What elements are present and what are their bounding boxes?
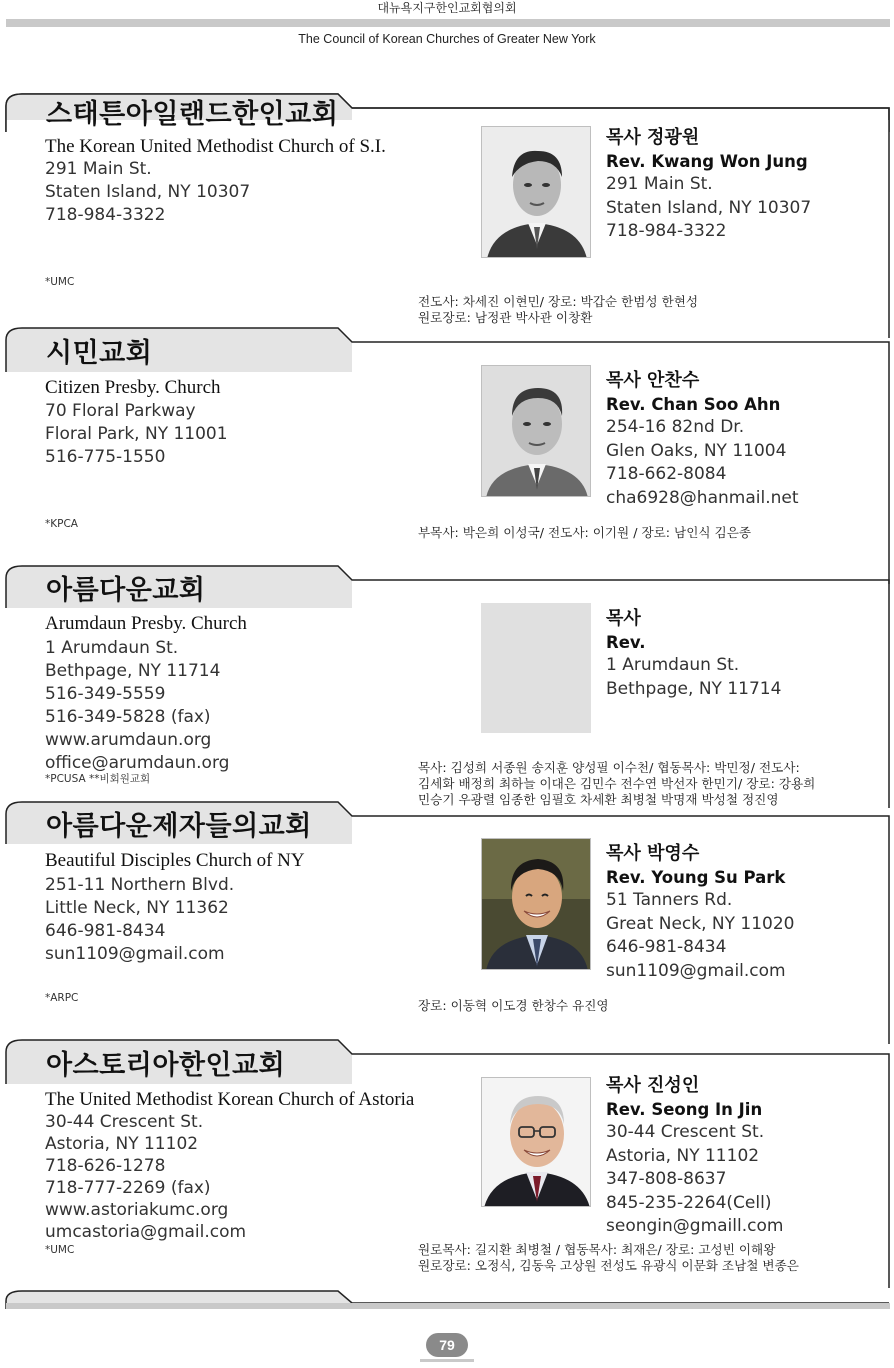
church-entry — [0, 92, 894, 338]
denomination: *UMC — [45, 276, 75, 288]
pastor-info — [606, 1074, 783, 1239]
pastor-city: Bethpage, NY 11714 — [606, 678, 782, 699]
staff-line: 부목사: 박은희 이성국/ 전도사: 이기원 / 장로: 남인식 김은종 — [418, 525, 752, 540]
email: office@arumdaun.org — [45, 753, 230, 773]
church-contact — [45, 1111, 246, 1243]
denomination: *PCUSA **비회원교회 — [45, 773, 151, 785]
city-line: Floral Park, NY 11001 — [45, 424, 228, 444]
email: umcastoria@gmail.com — [45, 1222, 247, 1242]
header-divider — [6, 19, 890, 27]
city-line: Staten Island, NY 10307 — [45, 182, 251, 202]
pastor-email: sun1109@gmail.com — [606, 960, 786, 981]
pastor-korean-name: 목사 — [606, 608, 641, 629]
email: sun1109@gmail.com — [45, 944, 225, 964]
pastor-info — [606, 607, 781, 701]
pastor-english-name: Rev. — [606, 632, 646, 652]
pastor-phone: 347-808-8637 — [606, 1169, 727, 1189]
staff-line: 원로장로: 남정관 박사관 이창환 — [418, 310, 593, 325]
pastor-cell: 845-235-2264(Cell) — [606, 1192, 772, 1213]
church-english-name: Arumdaun Presby. Church — [45, 613, 247, 634]
pastor-korean-name: 목사 박영수 — [606, 843, 700, 864]
staff-line: 김세화 배정희 최하늘 이대은 김민수 전수연 박선자 한민기/ 장로: 강용희 — [418, 776, 816, 791]
pastor-korean-name: 목사 안찬수 — [606, 370, 700, 391]
header-korean-title: 대뉴욕지구한인교회협의회 — [377, 1, 517, 15]
phone: 646-981-8434 — [45, 921, 166, 941]
page-number-underline — [420, 1359, 474, 1362]
pastor-korean-name: 목사 진성인 — [606, 1075, 700, 1096]
pastor-phone: 718-662-8084 — [606, 464, 727, 484]
phone: 718-984-3322 — [45, 205, 166, 225]
staff-line: 민승기 우광렬 임종한 임필호 차세환 최병철 박명재 박성철 정진영 — [418, 792, 779, 807]
pastor-city: Astoria, NY 11102 — [606, 1145, 760, 1166]
pastor-photo — [481, 365, 591, 497]
address-line: 1 Arumdaun St. — [45, 638, 179, 658]
staff-line: 전도사: 차세진 이현민/ 장로: 박갑순 한범성 한현성 — [418, 294, 699, 309]
pastor-photo — [481, 1077, 591, 1207]
pastor-email: seongin@gmaill.com — [606, 1216, 784, 1236]
church-korean-name: 아스토리아한인교회 — [46, 1050, 286, 1081]
website: www.arumdaun.org — [45, 730, 212, 750]
phone: 516-775-1550 — [45, 447, 166, 467]
church-english-name: Beautiful Disciples Church of NY — [45, 850, 305, 871]
fax: 718-777-2269 (fax) — [45, 1178, 211, 1198]
pastor-address: 291 Main St. — [606, 174, 713, 194]
pastor-info — [606, 369, 799, 510]
bottom-divider — [0, 1289, 894, 1309]
denomination: *UMC — [45, 1244, 75, 1256]
city-line: Little Neck, NY 11362 — [45, 898, 229, 918]
church-contact — [45, 158, 250, 227]
church-korean-name: 스태튼아일랜드한인교회 — [46, 99, 339, 130]
denomination: *KPCA — [45, 518, 78, 530]
pastor-phone: 718-984-3322 — [606, 221, 727, 241]
church-entry — [0, 326, 894, 584]
address-line: 70 Floral Parkway — [45, 401, 196, 421]
phone: 516-349-5559 — [45, 684, 166, 704]
church-korean-name: 아름다운교회 — [46, 575, 206, 606]
church-contact — [45, 400, 228, 469]
pastor-photo — [481, 838, 591, 970]
staff-line: 원로장로: 오정식, 김동욱 고상원 전성도 유광식 이문화 조남철 변종은 — [418, 1258, 799, 1273]
church-entry — [0, 800, 894, 1044]
church-entry — [0, 1038, 894, 1288]
page-number: 79 — [426, 1333, 468, 1357]
city-line: Bethpage, NY 11714 — [45, 661, 221, 681]
church-english-name: Citizen Presby. Church — [45, 377, 221, 398]
staff-list — [418, 998, 609, 1014]
pastor-info — [606, 842, 795, 983]
staff-list — [418, 1242, 799, 1274]
pastor-city: Great Neck, NY 11020 — [606, 913, 795, 934]
pastor-city: Glen Oaks, NY 11004 — [606, 440, 787, 461]
city-line: Astoria, NY 11102 — [45, 1134, 199, 1154]
church-english-name: The United Methodist Korean Church of Astoria — [45, 1089, 415, 1110]
pastor-address: 30-44 Crescent St. — [606, 1122, 765, 1142]
church-contact — [45, 637, 229, 775]
church-korean-name: 아름다운제자들의교회 — [46, 811, 312, 842]
pastor-english-name: Rev. Young Su Park — [606, 867, 786, 887]
phone: 718-626-1278 — [45, 1156, 166, 1176]
staff-line: 원로목사: 길지환 최병철 / 협동목사: 최재은/ 장로: 고성빈 이해왕 — [418, 1242, 776, 1257]
address-line: 30-44 Crescent St. — [45, 1112, 204, 1132]
church-english-name: The Korean United Methodist Church of S.I. — [45, 136, 386, 157]
pastor-english-name: Rev. Chan Soo Ahn — [606, 394, 781, 414]
pastor-city: Staten Island, NY 10307 — [606, 197, 812, 218]
pastor-english-name: Rev. Kwang Won Jung — [606, 151, 808, 171]
address-line: 251-11 Northern Blvd. — [45, 875, 235, 895]
header-english-title: The Council of Korean Churches of Greater New York — [298, 32, 596, 46]
staff-line: 장로: 이동혁 이도경 한창수 유진영 — [418, 998, 609, 1013]
church-entry — [0, 564, 894, 808]
pastor-photo-placeholder — [481, 603, 591, 733]
fax: 516-349-5828 (fax) — [45, 707, 211, 727]
staff-list — [418, 294, 698, 326]
church-contact — [45, 874, 234, 966]
staff-list — [418, 525, 751, 541]
website: www.astoriakumc.org — [45, 1200, 229, 1220]
church-korean-name: 시민교회 — [46, 338, 153, 369]
staff-line: 목사: 김성희 서종원 송지훈 양성필 이수천/ 협동목사: 박민정/ 전도사: — [418, 760, 800, 775]
pastor-info — [606, 126, 811, 244]
address-line: 291 Main St. — [45, 159, 152, 179]
pastor-address: 254-16 82nd Dr. — [606, 417, 745, 437]
pastor-photo — [481, 126, 591, 258]
denomination: *ARPC — [45, 992, 79, 1004]
pastor-english-name: Rev. Seong In Jin — [606, 1099, 763, 1119]
pastor-korean-name: 목사 정광원 — [606, 127, 700, 148]
pastor-phone: 646-981-8434 — [606, 937, 727, 957]
pastor-email: cha6928@hanmail.net — [606, 487, 799, 508]
pastor-address: 51 Tanners Rd. — [606, 890, 733, 910]
pastor-address: 1 Arumdaun St. — [606, 655, 740, 675]
